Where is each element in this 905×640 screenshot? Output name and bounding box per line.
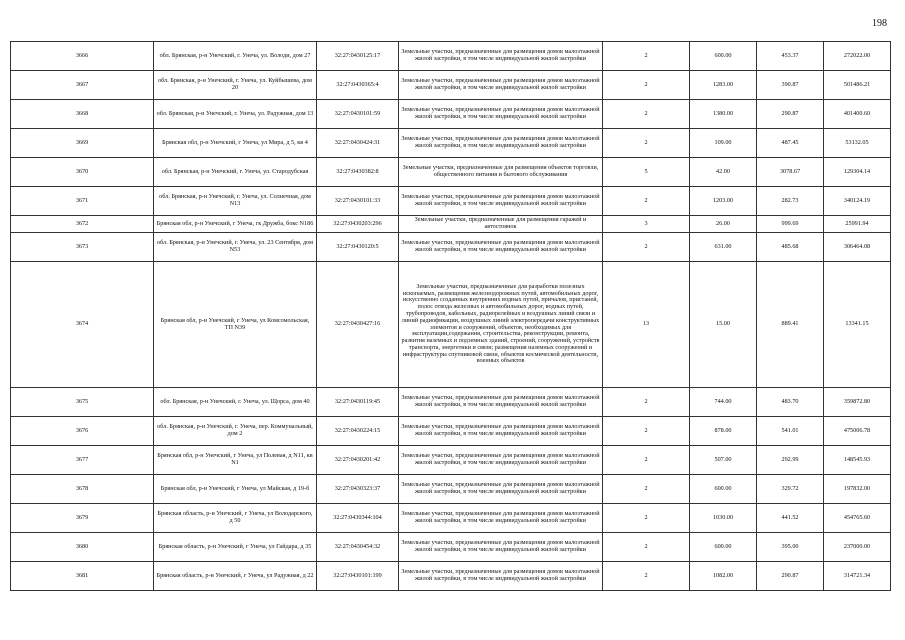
specific-value-cell: 329.72 — [757, 475, 824, 504]
specific-value-cell: 290.87 — [757, 100, 824, 129]
table-row — [11, 388, 891, 417]
specific-value-cell: 395.00 — [757, 533, 824, 562]
row-number: 3680 — [11, 533, 154, 562]
cadastral-value-cell: 197832.00 — [824, 475, 891, 504]
land-use-cell: Земельные участки, предназначенные для размещения домов малоэтажной жилой застройки, в том числе индивидуальной жилой застройки — [399, 504, 603, 533]
cadastral-value-cell: 475006.78 — [824, 417, 891, 446]
table-row — [11, 158, 891, 187]
row-number: 3677 — [11, 446, 154, 475]
table-row — [11, 187, 891, 216]
land-use-cell: Земельные участки, предназначенные для размещения домов малоэтажной жилой застройки, в том числе индивидуальной жилой застройки — [399, 533, 603, 562]
land-use-cell: Земельные участки, предназначенные для размещения объектов торговли, общественного питания и бытового обслуживания — [399, 158, 603, 187]
group-cell: 2 — [603, 187, 690, 216]
cadastral-value-cell: 25991.94 — [824, 216, 891, 233]
group-cell: 5 — [603, 158, 690, 187]
group-cell: 2 — [603, 504, 690, 533]
table-row — [11, 233, 891, 262]
address-cell: Брянская обл, р-н Унечский, г Унеча, ул Комсомольская, ТП N39 — [154, 262, 317, 388]
address-cell: обл. Брянская, р-н Унечский, г. Унеча, ул. Солнечная, дом N13 — [154, 187, 317, 216]
row-number: 3675 — [11, 388, 154, 417]
table-row — [11, 504, 891, 533]
cadastral-number-cell: 32:27:0430201:42 — [317, 446, 399, 475]
group-cell: 2 — [603, 42, 690, 71]
land-use-cell: Земельные участки, предназначенные для размещения домов малоэтажной жилой застройки, в том числе индивидуальной жилой застройки — [399, 129, 603, 158]
table-row — [11, 533, 891, 562]
group-cell: 2 — [603, 533, 690, 562]
cadastral-value-cell: 359872.80 — [824, 388, 891, 417]
group-cell: 2 — [603, 100, 690, 129]
area-cell: 109.00 — [690, 129, 757, 158]
address-cell: обл. Брянская, р-н Унечский, г. Унеча, ул. Куйбышева, дом 20 — [154, 71, 317, 100]
row-number: 3667 — [11, 71, 154, 100]
address-cell: Брянская обл, р-н Унечский, г Унеча, ул Мира, д 5, кв 4 — [154, 129, 317, 158]
land-use-cell: Земельные участки, предназначенные для разработки полезных ископаемых, размещения железнодорожных путей, автомобильных дорог, искусственно созданных внутренних водных путей, причалов, пристаней, полос отвода железных и автомобильных дорог, водных путей, трубопроводов, кабельных, радиорелейных и воздушных линий связи и линий радиофикации, воздушных линий электропередачи конструктивных элементов и сооружений, объектов, необходимых для эксплуатации,содержания, строительства, реконструкции, ремонта, развития наземных и подземных зданий, строений, сооружений, устройств транспорта, энергетики и связи; размещения наземных сооружений и инфраструктуры спутниковой связи, объектов космической деятельности, военных объектов — [399, 262, 603, 388]
cadastral-value-cell: 237000.00 — [824, 533, 891, 562]
specific-value-cell: 3078.67 — [757, 158, 824, 187]
cadastral-value-cell: 272022.00 — [824, 42, 891, 71]
land-use-cell: Земельные участки, предназначенные для размещения домов малоэтажной жилой застройки, в том числе индивидуальной жилой застройки — [399, 475, 603, 504]
land-use-cell: Земельные участки, предназначенные для размещения домов малоэтажной жилой застройки, в том числе индивидуальной жилой застройки — [399, 187, 603, 216]
row-number: 3679 — [11, 504, 154, 533]
cadastral-value-table — [10, 41, 891, 591]
address-cell: обл. Брянская, р-н Унечский, г. Унеча, ул. Щорса, дом 40 — [154, 388, 317, 417]
group-cell: 2 — [603, 562, 690, 591]
specific-value-cell: 441.52 — [757, 504, 824, 533]
cadastral-number-cell: 32:27:0430101:59 — [317, 100, 399, 129]
area-cell: 631.00 — [690, 233, 757, 262]
table-row — [11, 562, 891, 591]
address-cell: Брянская обл, р-н Унечский, г Унеча, ул Майская, д 19-б — [154, 475, 317, 504]
specific-value-cell: 889.41 — [757, 262, 824, 388]
row-number: 3673 — [11, 233, 154, 262]
table-row — [11, 417, 891, 446]
cadastral-number-cell: 32:27:0430120:5 — [317, 233, 399, 262]
table-row — [11, 42, 891, 71]
group-cell: 13 — [603, 262, 690, 388]
address-cell: Брянская обл, р-н Унечский, г Унеча, ул Полевая, д N11, кв N1 — [154, 446, 317, 475]
address-cell: Брянская область, р-н Унечский, г Унеча, ул Володарского, д 50 — [154, 504, 317, 533]
cadastral-number-cell: 32:27:0430427:16 — [317, 262, 399, 388]
table-row — [11, 446, 891, 475]
row-number: 3681 — [11, 562, 154, 591]
table-row — [11, 216, 891, 233]
area-cell: 744.00 — [690, 388, 757, 417]
specific-value-cell: 453.37 — [757, 42, 824, 71]
cadastral-number-cell: 32:27:0430454:32 — [317, 533, 399, 562]
area-cell: 26.00 — [690, 216, 757, 233]
specific-value-cell: 282.73 — [757, 187, 824, 216]
group-cell: 3 — [603, 216, 690, 233]
cadastral-number-cell: 32:27:0430323:37 — [317, 475, 399, 504]
specific-value-cell: 487.45 — [757, 129, 824, 158]
area-cell: 15.00 — [690, 262, 757, 388]
area-cell: 1380.00 — [690, 100, 757, 129]
specific-value-cell: 292.99 — [757, 446, 824, 475]
land-use-cell: Земельные участки, предназначенные для размещения домов малоэтажной жилой застройки, в том числе индивидуальной жилой застройки — [399, 417, 603, 446]
page-number: 198 — [872, 18, 887, 29]
land-use-cell: Земельные участки, предназначенные для размещения домов малоэтажной жилой застройки, в том числе индивидуальной жилой застройки — [399, 100, 603, 129]
row-number: 3668 — [11, 100, 154, 129]
row-number: 3666 — [11, 42, 154, 71]
table-row — [11, 129, 891, 158]
address-cell: Брянская область, р-н Унечский, г Унеча, ул Радужная, д 22 — [154, 562, 317, 591]
cadastral-number-cell: 32:27:0430424:31 — [317, 129, 399, 158]
address-cell: Брянская область, р-н Унечский, г Унеча, ул Гайдара, д 35 — [154, 533, 317, 562]
cadastral-number-cell: 32:27:0430344:104 — [317, 504, 399, 533]
row-number: 3669 — [11, 129, 154, 158]
cadastral-value-cell: 454765.60 — [824, 504, 891, 533]
land-use-cell: Земельные участки, предназначенные для размещения домов малоэтажной жилой застройки, в том числе индивидуальной жилой застройки — [399, 388, 603, 417]
table-row — [11, 71, 891, 100]
cadastral-value-cell: 501486.21 — [824, 71, 891, 100]
cadastral-value-cell: 148545.93 — [824, 446, 891, 475]
cadastral-value-cell: 314721.34 — [824, 562, 891, 591]
cadastral-value-cell: 13341.15 — [824, 262, 891, 388]
cadastral-value-cell: 306464.08 — [824, 233, 891, 262]
cadastral-value-cell: 340124.19 — [824, 187, 891, 216]
land-use-cell: Земельные участки, предназначенные для размещения домов малоэтажной жилой застройки, в том числе индивидуальной жилой застройки — [399, 446, 603, 475]
area-cell: 507.00 — [690, 446, 757, 475]
cadastral-number-cell: 32:27:0430101:33 — [317, 187, 399, 216]
specific-value-cell: 999.69 — [757, 216, 824, 233]
row-number: 3672 — [11, 216, 154, 233]
group-cell: 2 — [603, 233, 690, 262]
cadastral-value-cell: 129304.14 — [824, 158, 891, 187]
area-cell: 42.00 — [690, 158, 757, 187]
table-row — [11, 262, 891, 388]
area-cell: 600.00 — [690, 42, 757, 71]
group-cell: 2 — [603, 388, 690, 417]
table-row — [11, 100, 891, 129]
land-use-cell: Земельные участки, предназначенные для размещения домов малоэтажной жилой застройки, в том числе индивидуальной жилой застройки — [399, 42, 603, 71]
area-cell: 600.00 — [690, 533, 757, 562]
specific-value-cell: 483.70 — [757, 388, 824, 417]
specific-value-cell: 390.87 — [757, 71, 824, 100]
cadastral-number-cell: 32:27:0430101:199 — [317, 562, 399, 591]
land-use-cell: Земельные участки, предназначенные для размещения домов малоэтажной жилой застройки, в том числе индивидуальной жилой застройки — [399, 562, 603, 591]
cadastral-number-cell: 32:27:0430203:296 — [317, 216, 399, 233]
group-cell: 2 — [603, 446, 690, 475]
area-cell: 1203.00 — [690, 187, 757, 216]
address-cell: Брянская обл, р-н Унечский, г Унеча, гк Дружба, бокс N186 — [154, 216, 317, 233]
area-cell: 600.00 — [690, 475, 757, 504]
specific-value-cell: 541.01 — [757, 417, 824, 446]
cadastral-value-cell: 53132.05 — [824, 129, 891, 158]
area-cell: 1082.00 — [690, 562, 757, 591]
area-cell: 1283.00 — [690, 71, 757, 100]
cadastral-number-cell: 32:27:0430382:8 — [317, 158, 399, 187]
area-cell: 1030.00 — [690, 504, 757, 533]
land-use-cell: Земельные участки, предназначенные для размещения гаражей и автостоянок — [399, 216, 603, 233]
group-cell: 2 — [603, 129, 690, 158]
address-cell: обл. Брянская, р-н Унечский, г. Унеча, ул. Володи, дом 27 — [154, 42, 317, 71]
area-cell: 878.00 — [690, 417, 757, 446]
group-cell: 2 — [603, 417, 690, 446]
address-cell: обл. Брянская, р-н Унечский, г. Унеча, ул. Стародубская — [154, 158, 317, 187]
cadastral-value-cell: 401400.60 — [824, 100, 891, 129]
land-use-cell: Земельные участки, предназначенные для размещения домов малоэтажной жилой застройки, в том числе индивидуальной жилой застройки — [399, 71, 603, 100]
address-cell: обл. Брянская, р-н Унечский, г. Унеча, ул. Радужная, дом 13 — [154, 100, 317, 129]
group-cell: 2 — [603, 475, 690, 504]
row-number: 3670 — [11, 158, 154, 187]
cadastral-number-cell: 32:27:0430125:17 — [317, 42, 399, 71]
specific-value-cell: 290.87 — [757, 562, 824, 591]
table-row — [11, 475, 891, 504]
row-number: 3674 — [11, 262, 154, 388]
cadastral-number-cell: 32:27:0430119:45 — [317, 388, 399, 417]
address-cell: обл. Брянская, р-н Унечский, г. Унеча, пер. Коммунальный, дом 2 — [154, 417, 317, 446]
group-cell: 2 — [603, 71, 690, 100]
row-number: 3678 — [11, 475, 154, 504]
address-cell: обл. Брянская, р-н Унечский, г. Унеча, ул. 23 Сентября, дом N53 — [154, 233, 317, 262]
land-use-cell: Земельные участки, предназначенные для размещения домов малоэтажной жилой застройки, в том числе индивидуальной жилой застройки — [399, 233, 603, 262]
cadastral-number-cell: 32:27:0430365:4 — [317, 71, 399, 100]
row-number: 3676 — [11, 417, 154, 446]
cadastral-number-cell: 32:27:0430224:15 — [317, 417, 399, 446]
row-number: 3671 — [11, 187, 154, 216]
specific-value-cell: 485.68 — [757, 233, 824, 262]
